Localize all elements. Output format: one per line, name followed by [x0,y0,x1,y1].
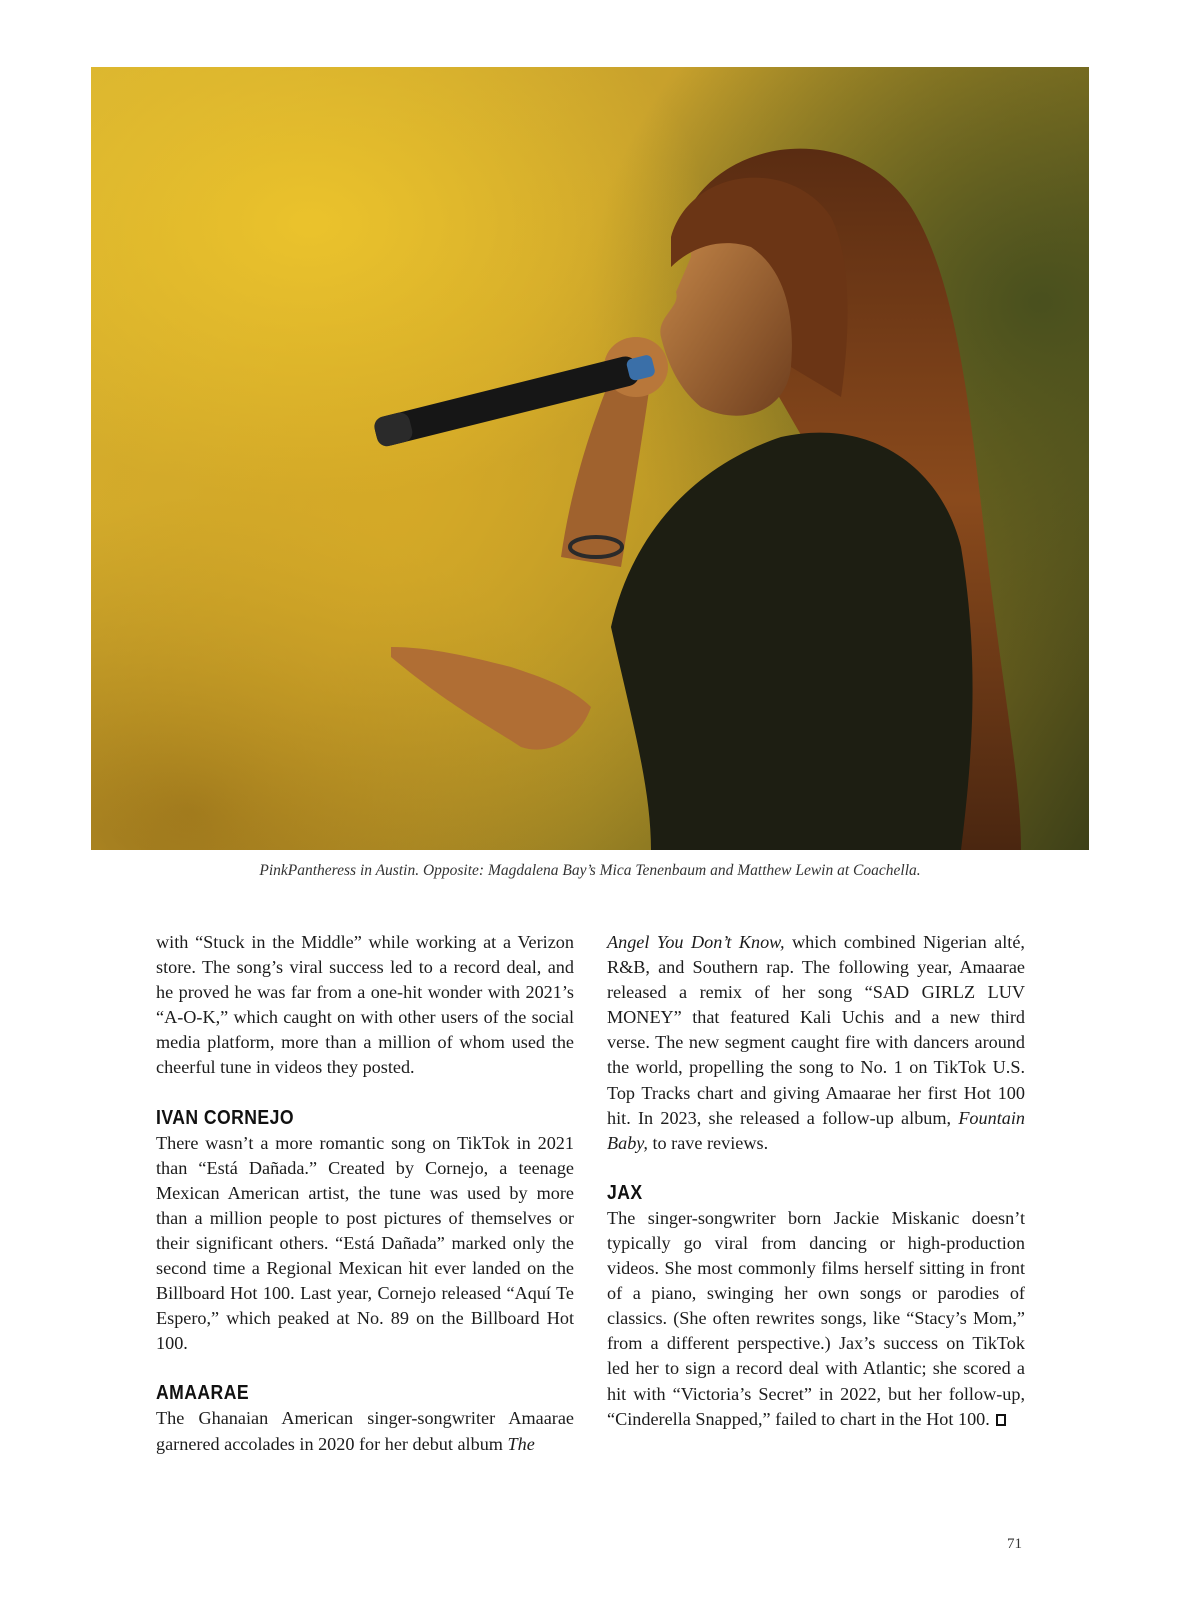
intro-paragraph: with “Stuck in the Middle” while working at a Verizon store. The song’s viral success led to a record deal, and he proved he was far from a one-hit wonder with 2021’s “A-O-K,” which caught on with other users of the social media platform, more than a million of whom used the cheerful tune in videos they posted. [156,932,574,1078]
jax-paragraph [607,1206,1025,1432]
amaarae-text-cont: which combined Nigerian alté, R&B, and Southern rap. The following year, Amaarae released a remix of her song “SAD GIRLZ LUV MONEY” that featured Kali Uchis and a new third verse. The new segment caught fire with dancers around the world, propelling the song to No. 1 on TikTok U.S. Top Tracks chart and giving Amaarae her first Hot 100 hit. In 2023, she released a follow-up album, [607,932,1025,1128]
amaarae-heading: AMAARAE [156,1382,250,1405]
dress-shape [611,433,973,850]
jax-text: The singer-songwriter born Jackie Miskanic doesn’t typically go viral from dancing or high-production videos. She most commonly films herself sitting in front of a piano, swinging her own songs or parodies of classics. (She often rewrites songs, like “Stacy’s Mom,” from a different perspective.) Jax’s success on TikTok led her to sign a record deal with Atlantic; she scored a hit with “Victoria’s Secret” in 2022, but her follow-up, “Cinderella Snapped,” failed to chart in the Hot 100. [607,1207,1025,1429]
pointing-hand-shape [391,647,591,750]
amaarae-text: The Ghanaian American singer-songwriter Amaarae garnered accolades in 2020 for her debut album [156,1408,574,1454]
album-title-part2: Angel You Don’t Know, [607,932,785,952]
album-title-part1: The [507,1433,535,1454]
left-column [156,930,574,1457]
singer-illustration [91,67,1089,850]
ivan-cornejo-paragraph: There wasn’t a more romantic song on TikTok in 2021 than “Está Dañada.” Created by Cornejo, a teenage Mexican American artist, the tune was used by more than a million people to post pictures of themselves or their significant others. “Está Dañada” marked only the second time a Regional Mexican hit ever landed on the Billboard Hot 100. Last year, Cornejo released “Aquí Te Espero,” which peaked at No. 89 on the Billboard Hot 100. [156,1132,574,1354]
concert-photo [91,67,1089,850]
ivan-cornejo-heading: IVAN CORNEJO [156,1106,294,1129]
fountain-baby-title: Fountain Baby, [607,1107,1025,1153]
end-mark-icon [996,1414,1006,1426]
amaarae-paragraph-continued [607,930,1025,1156]
page-number: 71 [1007,1536,1022,1552]
amaarae-paragraph-start [156,1406,574,1456]
right-column [607,930,1025,1432]
jax-heading: JAX [607,1181,643,1204]
photo-caption: PinkPantheress in Austin. Opposite: Magdalena Bay’s Mica Tenenbaum and Matthew Lewin at Coachella. [259,862,921,879]
amaarae-text-end: to rave reviews. [647,1132,769,1153]
